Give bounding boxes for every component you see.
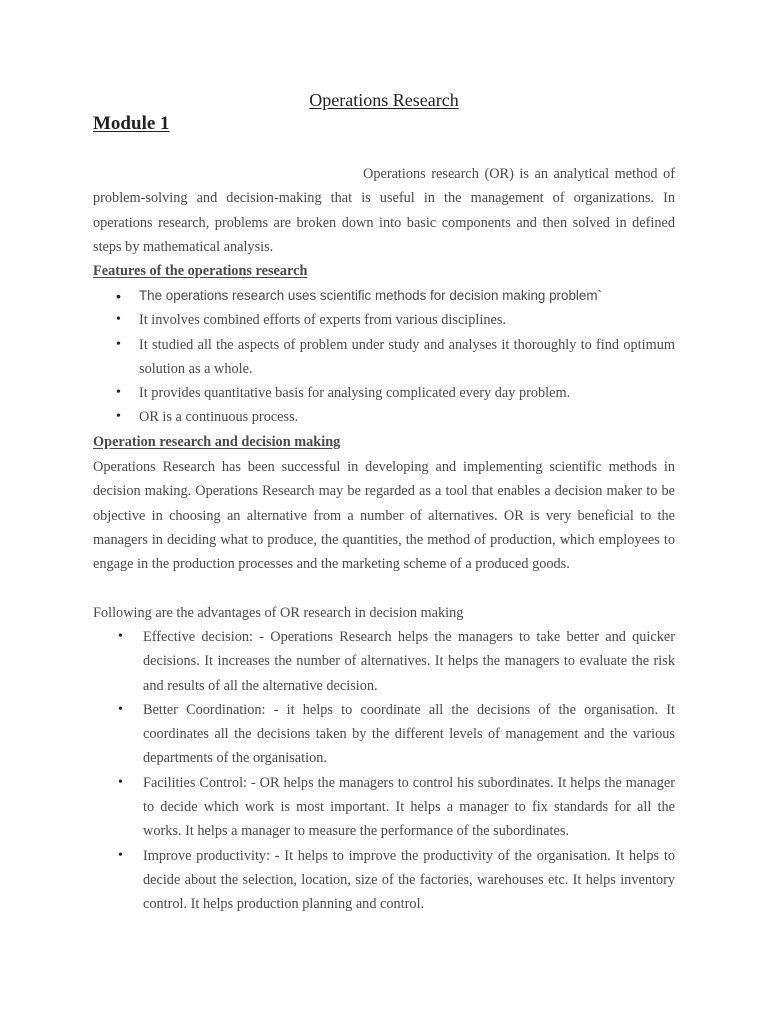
bullet-icon: •: [116, 312, 121, 328]
bullet-icon: •: [116, 409, 121, 425]
list-item: [118, 844, 675, 917]
page-title: Operations Research: [309, 90, 459, 110]
list-item-text: It provides quantitative basis for analysing complicated every day problem.: [139, 385, 571, 402]
list-item-text: Improve productivity: - It helps to improve the productivity of the organisation. It helps to decide about the selection, location, size of the factories, warehouses etc. It helps inventory control. It helps production planning and control.: [143, 847, 675, 913]
list-item-text: The operations research uses scientific methods for decision making problem`: [139, 288, 602, 303]
list-item-text: Better Coordination: - it helps to coordinate all the decisions of the organisation. It coordinates all the decisions taken by the different levels of management and the various departments of the organisation.: [143, 701, 675, 767]
list-item-text: It studied all the aspects of problem under study and analyses it thoroughly to find optimum solution as a whole.: [139, 336, 675, 377]
bullet-icon: •: [116, 385, 121, 401]
list-item-text: It involves combined efforts of experts from various disciplines.: [139, 312, 507, 329]
list-item-text: Facilities Control: - OR helps the managers to control his subordinates. It helps the manager to decide which work is most important. It helps a manager to fix standards for all the works. It helps a manager to measure the performance of the subordinates.: [143, 774, 675, 840]
list-item: [116, 308, 675, 332]
decision-making-paragraph: Operations Research has been successful in developing and implementing scientific methods in decision making. Operations Research may be regarded as a tool that enables a decision maker to be objective in choosing an alternative from a number of alternatives. OR is very beneficial to the managers in deciding what to produce, the quantities, the method of production, which employees to engage in the production processes and the marketing scheme of a produced goods.: [93, 459, 675, 573]
list-item: [116, 381, 675, 405]
features-list: [116, 284, 675, 430]
list-item: [118, 771, 675, 844]
advantages-list: [118, 625, 675, 917]
list-item: [116, 333, 675, 382]
list-item: [116, 405, 675, 429]
list-item-text: OR is a continuous process.: [139, 409, 299, 426]
list-item: [118, 625, 675, 698]
bullet-icon: •: [116, 336, 121, 352]
bullet-icon: •: [116, 288, 121, 304]
bullet-icon: •: [118, 774, 123, 790]
list-item-text: Effective decision: - Operations Research helps the managers to take better and quicker decisions. It increases the number of alternatives. It helps the managers to evaluate the risk and results of all the alternative decision.: [143, 629, 675, 694]
module-heading: Module 1: [93, 113, 170, 134]
bullet-icon: •: [118, 629, 123, 644]
bullet-icon: •: [118, 701, 123, 717]
features-heading: Features of the operations research: [93, 263, 308, 279]
list-item: [118, 698, 675, 771]
intro-paragraph: Operations research (OR) is an analytical method of problem-solving and decision-making that is useful in the management of organizations. In operations research, problems are broken down into basic components and then solved in defined steps by mathematical analysis.: [93, 166, 675, 255]
bullet-icon: •: [118, 847, 123, 863]
decision-making-heading: Operation research and decision making: [93, 434, 341, 450]
advantages-intro: Following are the advantages of OR research in decision making: [93, 605, 464, 621]
list-item: [116, 284, 675, 308]
